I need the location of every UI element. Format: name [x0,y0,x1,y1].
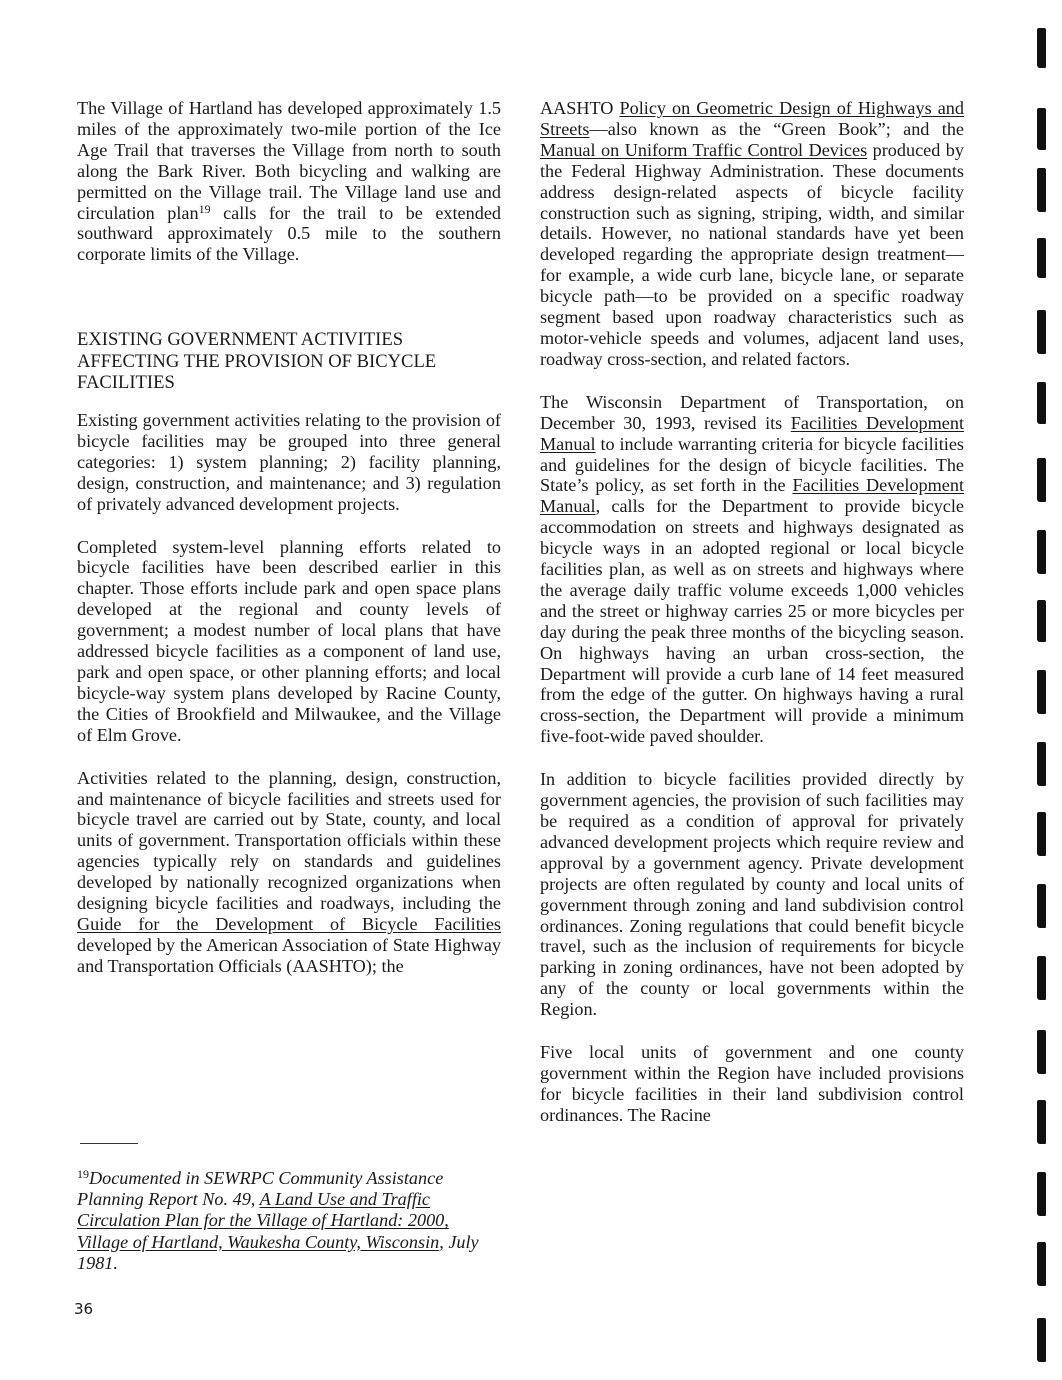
scan-mark [1037,458,1046,502]
scan-mark [1037,956,1046,1000]
paragraph-ice-age-trail: The Village of Hartland has developed approximately 1.5 miles of the approximately two-mile portion of the Ice Age Trail that traverses the Village from north to south along the Bark River. Both bicycling and walking are permitted on the Village trail. The Village land use and circulation plan$^{19}$ calls for the trail to be extended southward approximately 0.5 mile to the southern corporate limits of the Village. [77,98,501,265]
scan-mark [1037,742,1046,786]
scan-mark [1037,530,1046,574]
paragraph-aashto: AASHTO Policy on Geometric Design of Highways and Streets—also known as the “Green Book”; and the Manual on Uniform Traffic Control Devices produced by the Federal Highway Administration. These documents address design-related aspects of bicycle facility construction such as signing, striping, width, and similar details. However, no national standards have yet been developed regarding the appropriate design treatment—for example, a wide curb lane, bicycle lane, or separate bicycle path—to be provided on a specific roadway segment based upon roadway characteristics such as motor-vehicle speeds and volumes, adjacent land uses, roadway cross-section, and related factors. [540,98,964,369]
title-mutcd: Manual on Uniform Traffic Control Devices [540,139,868,160]
paragraph-local-ordinances: Five local units of government and one county government within the Region have included provisions for bicycle facilities in their land subdivision control ordinances. The Racine [540,1042,964,1125]
footnote-ref-19: 19 [198,201,211,216]
title-fdm-2: Facilities Development Manual [540,475,964,517]
footnote: $^{19}$Documented in SEWRPC Community Assistance Planning Report No. 49, A Land Use and Traffic Circulation Plan for the Village of Hartland: 2000, Village of Hartland, Waukesha County, Wisconsin, July 1981. [77,1167,479,1273]
scan-mark [1037,1030,1046,1074]
scan-mark [1037,812,1046,856]
scan-mark [1037,1172,1046,1216]
scan-mark [1037,1318,1046,1362]
paragraph-system-planning: Completed system-level planning efforts related to bicycle facilities have been described earlier in this chapter. Those efforts include park and open space plans developed at the regional and county levels of government; a modest number of local plans that have addressed bicycle facilities as a component of land use, park and open space, or other planning efforts; and local bicycle-way system plans developed by Racine County, the Cities of Brookfield and Milwaukee, and the Village of Elm Grove. [77,536,501,745]
right-column [540,98,964,1126]
scan-mark [1037,884,1046,928]
scan-mark [1037,108,1046,150]
title-fdm-1: Facilities Development Manual [540,412,964,454]
section-body [77,410,501,977]
scan-mark [1037,600,1046,642]
footnote-marker: 19 [77,1167,89,1181]
footnote-title: A Land Use and Traffic Circulation Plan for the Village of Hartland: 2000, Village of Hartland, Waukesha County, Wisconsin [77,1189,449,1252]
scan-mark [1037,670,1046,714]
section-heading: EXISTING GOVERNMENT ACTIVITIES AFFECTING THE PROVISION OF BICYCLE FACILITIES [77,329,437,393]
scan-mark [1037,168,1046,212]
scan-mark [1037,28,1046,68]
page-number: 36 [74,1300,94,1318]
scan-mark [1037,1100,1046,1144]
scan-mark [1037,310,1046,354]
title-aashto-guide: Guide for the Development of Bicycle Facilities [77,913,501,934]
paragraph-activities: Activities related to the planning, design, construction, and maintenance of bicycle facilities and streets used for bicycle travel are carried out by State, county, and local units of government. Transportation officials within these agencies typically rely on standards and guidelines developed by nationally recognized organizations when designing bicycle facilities and roadways, including the Guide for the Development of Bicycle Facilities developed by the American Association of State Highway and Transportation Officials (AASHTO); the [77,767,501,976]
paragraph-categories: Existing government activities relating to the provision of bicycle facilities may be grouped into three general categories: 1) system planning; 2) facility planning, design, construction, and maintenance; and 3) regulation of privately advanced development projects. [77,410,501,514]
scan-mark [1037,1242,1046,1286]
scan-mark [1037,238,1046,278]
scan-mark [1037,382,1046,424]
paragraph-wisdot: The Wisconsin Department of Transportation, on December 30, 1993, revised its Facilities Development Manual to include warranting criteria for bicycle facilities and guidelines for the design of bicycle facilities. The State’s policy, as set forth in the Facilities Development Manual, calls for the Department to provide bicycle accommodation on streets and highways designated as bicycle ways in an adopted regional or local bicycle facilities plan, as well as on streets and highways where the average daily traffic volume exceeds 1,000 vehicles and the street or highway carries 25 or more bicycles per day during the peak three months of the bicycling season. On highways having an urban cross-section, the Department will provide a curb lane of 14 feet measured from the edge of the gutter. On highways having a rural cross-section, the Department will provide a minimum five-foot-wide paved shoulder. [540,391,964,747]
footnote-divider [80,1143,138,1144]
title-green-book: Policy on Geometric Design of Highways and Streets [540,98,964,139]
left-column [77,98,501,265]
paragraph-private-development: In addition to bicycle facilities provided directly by government agencies, the provision of such facilities may be required as a condition of approval for privately advanced development projects which require review and approval by a government agency. Private development projects are often regulated by county and local units of government through zoning and land subdivision control ordinances. Zoning regulations that could benefit bicycle travel, such as the inclusion of requirements for bicycle parking in zoning ordinances, have not been adopted by any of the county or local governments within the Region. [540,769,964,1020]
